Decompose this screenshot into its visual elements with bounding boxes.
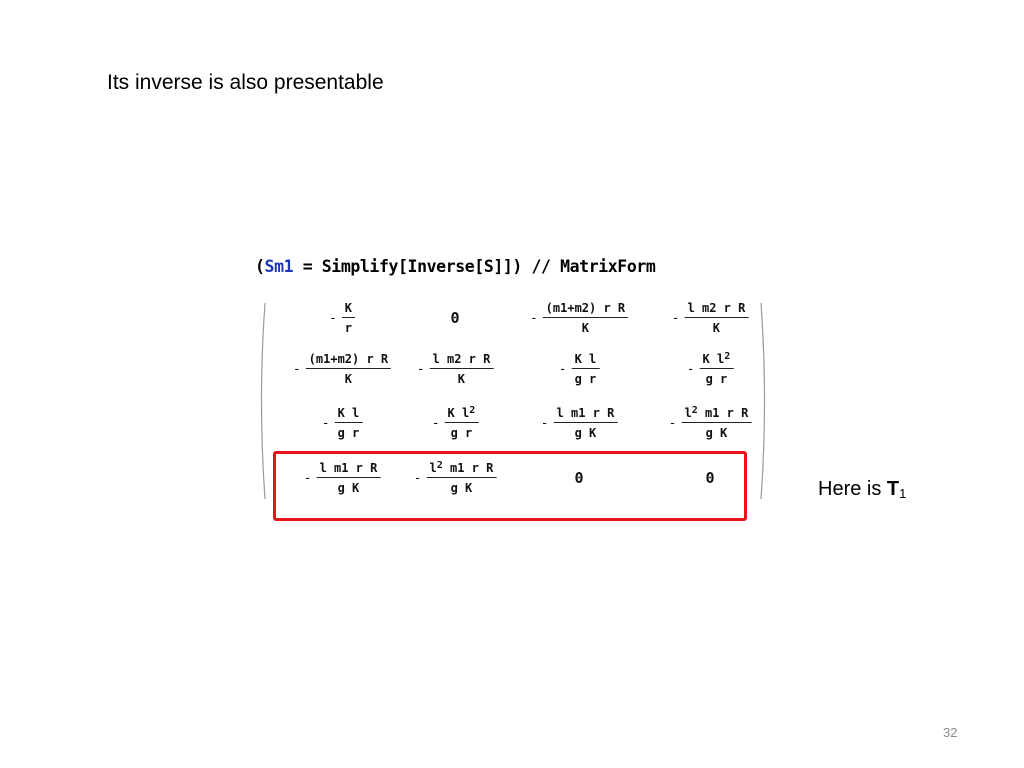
minus-sign: - — [303, 470, 312, 486]
numerator — [572, 352, 600, 369]
denominator: g K — [705, 426, 728, 440]
mathematica-input-line — [255, 257, 655, 276]
matrix-cell — [293, 352, 391, 386]
matrix-cell — [417, 352, 494, 386]
slide-title: Its inverse is also presentable — [107, 71, 384, 94]
denominator: K — [581, 321, 590, 335]
fraction — [700, 352, 734, 386]
numerator-text: K l — [337, 406, 360, 420]
denominator: g K — [450, 481, 473, 495]
numerator — [306, 352, 391, 369]
minus-sign: - — [431, 415, 440, 431]
minus-sign: - — [529, 310, 538, 326]
symbol-sm1: Sm1 — [264, 257, 294, 276]
side-note-prefix: Here is — [818, 478, 887, 500]
page-number: 32 — [943, 725, 958, 740]
matrix-value: 0 — [705, 469, 715, 487]
numerator-text: l — [429, 461, 437, 475]
denominator: g r — [705, 372, 728, 386]
minus-sign: - — [416, 361, 425, 377]
side-note — [818, 477, 906, 506]
exponent: 2 — [691, 405, 698, 416]
fraction — [335, 406, 363, 440]
numerator — [700, 352, 734, 369]
highlight-box — [273, 451, 747, 521]
input-expression: = Simplify[Inverse[S]]) // MatrixForm — [293, 257, 656, 276]
open-paren: ( — [255, 257, 265, 276]
matrix-cell — [541, 406, 618, 440]
numerator — [681, 406, 751, 423]
numerator — [685, 301, 749, 318]
minus-sign: - — [671, 310, 680, 326]
fraction — [445, 406, 479, 440]
numerator-text-rest: m1 r R — [442, 461, 494, 475]
side-note-symbol: T — [886, 478, 900, 500]
fraction — [681, 406, 751, 440]
numerator — [554, 406, 618, 423]
numerator-text: (m1+m2) r R — [308, 352, 389, 366]
numerator — [335, 406, 363, 423]
numerator — [445, 406, 479, 423]
exponent: 2 — [724, 351, 731, 362]
numerator — [543, 301, 628, 318]
denominator: K — [457, 372, 466, 386]
numerator-text-rest: m1 r R — [697, 406, 749, 420]
numerator-text: l m2 r R — [432, 352, 491, 366]
numerator-text: K l — [447, 406, 470, 420]
matrix-cell — [559, 352, 600, 386]
minus-sign: - — [686, 361, 695, 377]
denominator: K — [712, 321, 721, 335]
minus-sign: - — [321, 415, 330, 431]
matrix-cell — [322, 406, 363, 440]
matrix-cell — [530, 301, 628, 335]
fraction — [342, 301, 355, 335]
numerator-text: K l — [574, 352, 597, 366]
matrix-cell — [450, 309, 459, 327]
minus-sign: - — [328, 310, 337, 326]
numerator-text: l m1 r R — [319, 461, 378, 475]
numerator-text: K — [344, 301, 353, 315]
numerator — [430, 352, 494, 369]
denominator: g r — [337, 426, 360, 440]
matrix-value: 0 — [450, 309, 460, 327]
denominator: g K — [574, 426, 597, 440]
matrix-cell — [669, 406, 752, 440]
matrix-cell — [329, 301, 355, 335]
fraction — [685, 301, 749, 335]
numerator — [342, 301, 355, 318]
matrix-right-paren — [759, 301, 769, 501]
matrix-cell — [687, 352, 734, 386]
matrix-left-paren — [257, 301, 267, 501]
numerator-text: l — [684, 406, 692, 420]
fraction — [543, 301, 628, 335]
denominator: K — [344, 372, 353, 386]
denominator: g r — [574, 372, 597, 386]
numerator-text: (m1+m2) r R — [545, 301, 626, 315]
numerator-text: l m1 r R — [556, 406, 615, 420]
minus-sign: - — [540, 415, 549, 431]
matrix-cell — [432, 406, 479, 440]
minus-sign: - — [413, 470, 422, 486]
side-note-subscript: 1 — [899, 486, 907, 501]
fraction — [572, 352, 600, 386]
numerator-text: l m2 r R — [687, 301, 746, 315]
denominator: r — [344, 321, 353, 335]
matrix-value: 0 — [574, 469, 584, 487]
denominator: g r — [450, 426, 473, 440]
fraction — [554, 406, 618, 440]
matrix-cell — [672, 301, 749, 335]
exponent: 2 — [469, 405, 476, 416]
fraction — [430, 352, 494, 386]
minus-sign: - — [292, 361, 301, 377]
minus-sign: - — [668, 415, 677, 431]
denominator: g K — [337, 481, 360, 495]
numerator-text: K l — [702, 352, 725, 366]
minus-sign: - — [558, 361, 567, 377]
fraction — [306, 352, 391, 386]
exponent: 2 — [436, 460, 443, 471]
